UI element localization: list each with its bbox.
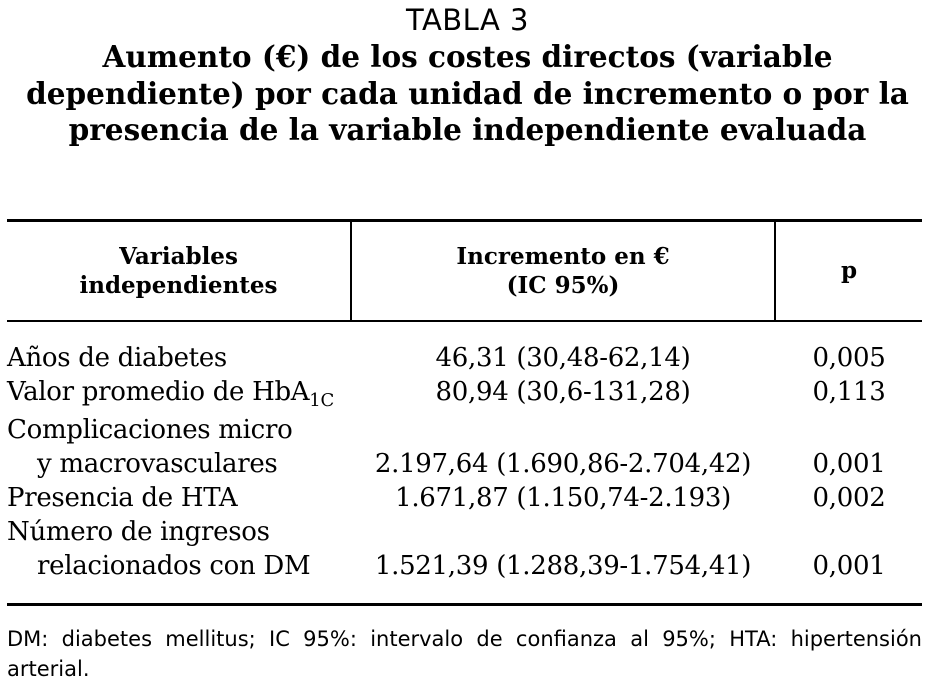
row-5-p: 0,001 [812, 551, 886, 581]
header-increment [352, 221, 774, 320]
table-bottom-rule [7, 603, 922, 606]
row-2-variable-main: Valor promedio de HbA [7, 377, 310, 407]
row-4-variable: Presencia de HTA [7, 483, 238, 513]
header-increment-line1: Incremento en € [456, 242, 670, 270]
table-label: TABLA 3 [405, 3, 530, 37]
header-variables-line2: independientes [79, 271, 278, 299]
row-2-variable [7, 375, 334, 409]
table-title: Aumento (€) de los costes directos (variable dependiente) por cada unidad de incremento o por la presencia de la variable independiente evaluada [26, 39, 909, 147]
row-1-increment: 46,31 (30,48-62,14) [435, 343, 691, 373]
row-3-variable-line1: Complicaciones micro [7, 415, 293, 445]
header-variables [7, 221, 350, 320]
row-2-p: 0,113 [812, 377, 886, 407]
row-4-increment: 1.671,87 (1.150,74-2.193) [395, 483, 731, 513]
row-3-p: 0,001 [812, 449, 886, 479]
row-2-variable-subscript: 1C [309, 390, 334, 411]
row-5-increment: 1.521,39 (1.288,39-1.754,41) [374, 551, 752, 581]
header-increment-line2: (IC 95%) [506, 271, 620, 299]
row-2-increment: 80,94 (30,6-131,28) [435, 377, 691, 407]
row-3-increment: 2.197,64 (1.690,86-2.704,42) [374, 449, 752, 479]
row-4-p: 0,002 [812, 483, 886, 513]
header-variables-line1: Variables [119, 242, 238, 270]
row-5-variable-line1: Número de ingresos [7, 517, 270, 547]
header-p-label: p [840, 257, 858, 284]
row-3-variable-line2: y macrovasculares [37, 449, 278, 479]
row-5-variable-line2: relacionados con DM [37, 551, 311, 581]
header-p [776, 221, 922, 320]
row-1-variable: Años de diabetes [7, 343, 227, 373]
table-caption [0, 0, 935, 149]
row-1-p: 0,005 [812, 343, 886, 373]
table-footnote: DM: diabetes mellitus; IC 95%: intervalo de confianza al 95%; HTA: hipertensión arterial. [7, 627, 922, 681]
header-bottom-rule [7, 320, 922, 322]
